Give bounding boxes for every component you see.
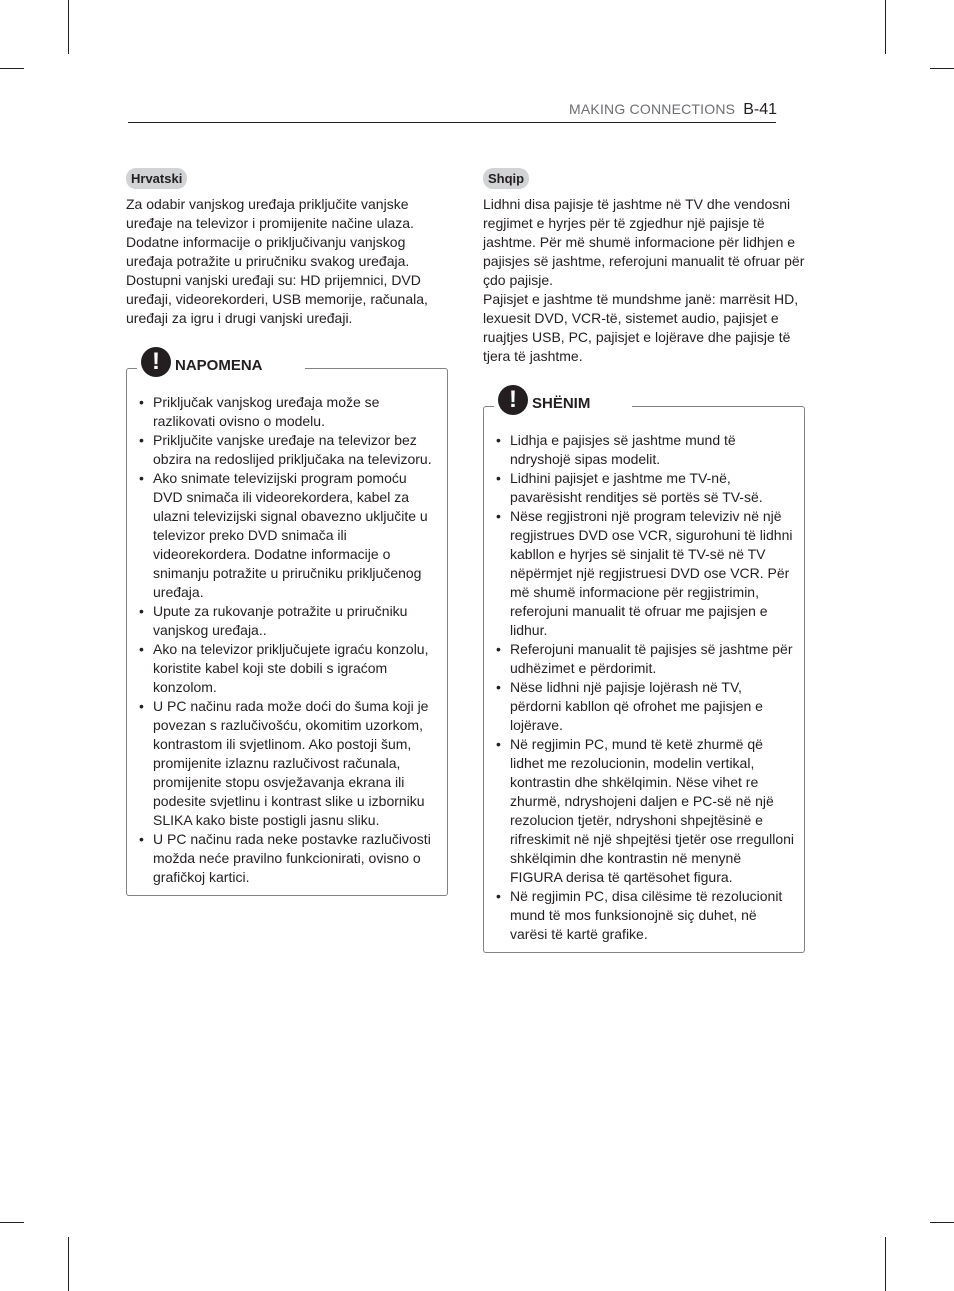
crop-mark bbox=[885, 1237, 886, 1291]
crop-mark bbox=[0, 68, 24, 69]
crop-mark bbox=[885, 0, 886, 54]
list-item: • U PC načinu rada neke postavke razlučivosti možda neće pravilno funkcionirati, ovisno o grafičkoj kartici. bbox=[135, 830, 439, 887]
list-item: • Nëse lidhni një pajisje lojërash në TV, përdorni kabllon që ofrohet me pajisjen e lojërave. bbox=[492, 678, 796, 735]
page-number: B-41 bbox=[743, 101, 777, 118]
paragraph: Pajisjet e jashtme të mundshme janë: marrësit HD, lexuesit DVD, VCR-të, sistemet audio, pajisjet e ruajtjes USB, PC, pajisjet e lojërave dhe pajisje të tjera të jashtme. bbox=[483, 291, 799, 364]
exclamation-icon: ! bbox=[498, 385, 528, 415]
column-croatian bbox=[126, 168, 448, 896]
crop-mark bbox=[930, 1222, 954, 1223]
page-header bbox=[569, 101, 777, 119]
language-badge: Shqip bbox=[483, 168, 529, 189]
list-item: • Nëse regjistroni një program televiziv në një regjistrues DVD ose VCR, sigurohuni të lidhni kabllon e hyrjes së sinjalit të TV-së në TV nëpërmjet një regjistruesi DVD ose VCR. Për më shumë informacione për regjistrimin, referojuni manualit të ofruar me pajisjen e lidhur. bbox=[492, 507, 796, 640]
list-item: • Upute za rukovanje potražite u priručniku vanjskog uređaja.. bbox=[135, 602, 439, 640]
list-item: • U PC načinu rada može doći do šuma koji je povezan s razlučivošću, okomitim uzorkom, kontrastom ili svjetlinom. Ako postoji šum, promijenite izlaznu razlučivost računala, promijenite stopu osvježavanja ekrana ili podesite svjetlinu i kontrast slike u izborniku SLIKA kako biste postigli jasnu sliku. bbox=[135, 697, 439, 830]
paragraph: Lidhni disa pajisje të jashtme në TV dhe vendosni regjimet e hyrjes për të zgjedhur një pajisje të jashtme. Për më shumë informacione për lidhjen e pajisjes së jashtme, referojuni manualit të ofruar për çdo pajisje. bbox=[483, 196, 805, 288]
list-item: • Priključite vanjske uređaje na televizor bez obzira na redoslijed priključaka na televizoru. bbox=[135, 431, 439, 469]
note-header bbox=[137, 347, 305, 381]
crop-mark bbox=[68, 0, 69, 54]
exclamation-icon: ! bbox=[141, 347, 171, 377]
note-box bbox=[483, 386, 805, 953]
paragraph: Za odabir vanjskog uređaja priključite vanjske uređaje na televizor i promijenite načine ulaza. Dodatne informacije o priključivanju vanjskog uređaja potražite u priručniku svakog uređaja. Dostupni vanjski uređaji su: HD prijemnici, DVD uređaji, videorekorderi, USB memorije, računala, uređaji za igru i drugi vanjski uređaji. bbox=[126, 196, 428, 326]
list-item: • Në regjimin PC, mund të ketë zhurmë që lidhet me rezolucionin, modelin vertikal, kontrastin dhe shkëlqimin. Nëse vihet re zhurmë, ndryshojeni daljen e PC-së në një rezolucion tjetër, ndryshoni shpejtësinë e rifreskimit në një shpejtësi tjetër ose rregulloni shkëlqimin dhe kontrastin në menynë FIGURA derisa të qartësohet figura. bbox=[492, 735, 796, 887]
list-item: • Ako na televizor priključujete igraću konzolu, koristite kabel koji ste dobili s igraćom konzolom. bbox=[135, 640, 439, 697]
list-item: • Lidhini pajisjet e jashtme me TV-në, pavarësisht renditjes së portës së TV-së. bbox=[492, 469, 796, 507]
header-rule bbox=[128, 122, 776, 123]
list-item: • Lidhja e pajisjes së jashtme mund të ndryshojë sipas modelit. bbox=[492, 431, 796, 469]
crop-mark bbox=[68, 1237, 69, 1291]
list-item: • Ako snimate televizijski program pomoću DVD snimača ili videorekordera, kabel za ulazni televizijski signal obavezno uključite u televizor preko DVD snimača ili videorekordera. Dodatne informacije o snimanju potražite u priručniku priključenog uređaja. bbox=[135, 469, 439, 602]
intro-text bbox=[126, 195, 448, 328]
list-item: • Në regjimin PC, disa cilësime të rezolucionit mund të mos funksionojnë siç duhet, në varësi të kartë grafike. bbox=[492, 887, 796, 944]
note-header bbox=[494, 385, 632, 419]
column-albanian bbox=[483, 168, 805, 953]
section-title: MAKING CONNECTIONS bbox=[569, 101, 736, 117]
note-list bbox=[135, 393, 439, 887]
note-title: SHËNIM bbox=[532, 395, 591, 412]
intro-text bbox=[483, 195, 805, 366]
list-item: • Referojuni manualit të pajisjes së jashtme për udhëzimet e përdorimit. bbox=[492, 640, 796, 678]
language-badge: Hrvatski bbox=[126, 168, 187, 189]
note-title: NAPOMENA bbox=[175, 357, 263, 374]
list-item: • Priključak vanjskog uređaja može se razlikovati ovisno o modelu. bbox=[135, 393, 439, 431]
crop-mark bbox=[0, 1222, 24, 1223]
note-box bbox=[126, 348, 448, 896]
crop-mark bbox=[930, 68, 954, 69]
note-list bbox=[492, 431, 796, 944]
